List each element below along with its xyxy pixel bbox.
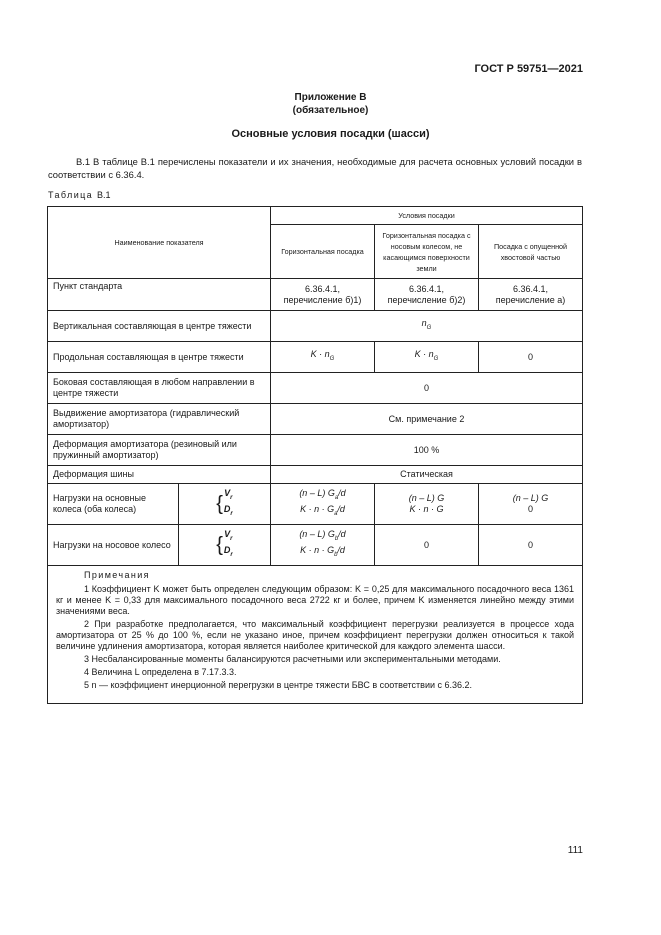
- landing-conditions-table: [47, 206, 583, 704]
- cell-value: [375, 484, 479, 525]
- table-label: [48, 190, 111, 200]
- header-horizontal-nose-up: Горизонтальная посадка с носовым колесом, не касающимся поверхности земли: [375, 225, 479, 279]
- vr-symbol: V: [224, 488, 231, 499]
- table-label-number: В.1: [97, 190, 111, 200]
- formula-subscript: b: [334, 551, 338, 558]
- note-2: 2 При разработке предполагается, что максимальный коэффициент перегрузки реализуется в процессе хода амортизатора от 25 % до 100 %, если не указано иное, причем коэффициент перегрузки должен относиться к такой величине удлинения амортизатора, которая является наиболее критической для каждого элемента шасси.: [56, 619, 575, 651]
- section-title: Основные условия посадки (шасси): [231, 128, 430, 140]
- row-name: Деформация шины: [48, 466, 271, 484]
- note-1: 1 Коэффициент K может быть определен следующим образом: K = 0,25 для максимального посадочного веса 1361 кг и менее K = 0,33 для максимального посадочного веса 2722 кг и более, причем K изменяется линейно между этими значениями веса.: [56, 584, 575, 616]
- row-name: Вертикальная составляющая в центре тяжести: [48, 311, 271, 342]
- cell-value: [271, 311, 583, 342]
- dr-symbol: D: [223, 504, 231, 514]
- brace-symbol: {: [216, 533, 223, 556]
- row-name: Пункт стандарта: [48, 279, 271, 311]
- row-name: Деформация амортизатора (резиновый или пружинный амортизатор): [48, 435, 271, 466]
- formula-main: K · n: [414, 349, 434, 360]
- brace-symbol: {: [216, 492, 223, 515]
- row-name: Нагрузки на носовое колесо: [48, 525, 179, 566]
- header-name-column: Наименование показателя: [48, 207, 271, 279]
- dr-subscript: r: [230, 510, 233, 517]
- load-components: [179, 525, 271, 566]
- appendix-title: Приложение В: [294, 92, 367, 103]
- cell-value: [479, 484, 583, 525]
- table-row: [48, 279, 583, 311]
- table-row: [48, 342, 583, 373]
- dr-subscript: r: [230, 551, 233, 558]
- formula-subscript: b: [334, 536, 339, 542]
- formula-subscript: G: [426, 324, 432, 331]
- load-components: [179, 484, 271, 525]
- header-tail-down: Посадка с опущенной хвостовой частью: [479, 225, 583, 279]
- row-name: Выдвижение амортизатора (гидравлический амортизатор): [48, 404, 271, 435]
- cell-value: 0: [375, 525, 479, 566]
- appendix-subtitle: (обязательное): [292, 105, 369, 116]
- cell-value: Статическая: [271, 466, 583, 484]
- appendix-heading: [0, 91, 661, 117]
- row-name: Продольная составляющая в центре тяжести: [48, 342, 271, 373]
- table-row: [48, 484, 583, 525]
- formula-line: K · n · G: [300, 545, 335, 555]
- table-row: [48, 525, 583, 566]
- formula-line: K · n · G: [300, 504, 335, 514]
- formula-subscript: G: [433, 355, 439, 362]
- table-row: [48, 311, 583, 342]
- cell-value: [271, 525, 375, 566]
- cell-value: [271, 342, 375, 373]
- cell-value: 0: [479, 525, 583, 566]
- cell-value: 0: [271, 373, 583, 404]
- formula-tail: /d: [338, 488, 346, 499]
- formula-main: K · n: [310, 349, 330, 360]
- vr-subscript: r: [230, 536, 233, 542]
- note-4: 4 Величина L определена в 7.17.3.3.: [84, 667, 237, 677]
- formula-line: K · n · G: [409, 504, 444, 514]
- vr-symbol: V: [224, 529, 231, 540]
- cell-value: [375, 342, 479, 373]
- formula-line: (n – L) G: [512, 493, 549, 503]
- formula-subscript: a: [334, 495, 339, 501]
- formula-line: (n – L) G: [408, 493, 445, 503]
- formula-tail: /d: [337, 504, 345, 514]
- formula-tail: /d: [337, 545, 345, 555]
- table-row: [48, 435, 583, 466]
- cell-value: 6.36.4.1, перечисление б)1): [271, 279, 375, 311]
- table-row: [48, 404, 583, 435]
- cell-value: 6.36.4.1, перечисление б)2): [375, 279, 479, 311]
- table-row: [48, 373, 583, 404]
- header-group-landing-conditions: Условия посадки: [271, 207, 583, 225]
- cell-value: 6.36.4.1, перечисление а): [479, 279, 583, 311]
- note-5: 5 n — коэффициент инерционной перегрузки в центре тяжести БВС в соответствии с 6.36.2.: [84, 680, 473, 690]
- formula-subscript: G: [329, 355, 335, 362]
- notes-row: [48, 566, 583, 704]
- formula-line: (n – L) G: [299, 529, 335, 540]
- dr-symbol: D: [223, 545, 231, 555]
- document-code: ГОСТ Р 59751—2021: [474, 63, 583, 75]
- cell-value: [271, 484, 375, 525]
- cell-value: См. примечание 2: [271, 404, 583, 435]
- formula-subscript: a: [334, 510, 338, 517]
- notes-cell: [48, 566, 583, 704]
- table-header-row: [48, 207, 583, 225]
- vr-subscript: r: [230, 495, 233, 501]
- formula-tail: /d: [338, 529, 346, 540]
- formula-line: 0: [528, 504, 534, 514]
- row-name: Боковая составляющая в любом направлении в центре тяжести: [48, 373, 271, 404]
- row-name: Нагрузки на основные колеса (оба колеса): [48, 484, 179, 525]
- intro-paragraph: В.1 В таблице В.1 перечислены показатели и их значения, необходимые для расчета основных условий посадки в соответствии с 6.36.4.: [48, 156, 582, 180]
- header-horizontal-landing: Горизонтальная посадка: [271, 225, 375, 279]
- formula-line: (n – L) G: [299, 488, 335, 499]
- notes-heading: Примечания: [84, 570, 150, 580]
- cell-value: 0: [479, 342, 583, 373]
- cell-value: 100 %: [271, 435, 583, 466]
- page-number: 111: [567, 845, 583, 856]
- note-3: 3 Несбалансированные моменты балансируются расчетными или экспериментальными методами.: [84, 654, 501, 664]
- table-label-word: Таблица: [48, 190, 94, 200]
- table-row: [48, 466, 583, 484]
- formula-main: n: [421, 318, 427, 329]
